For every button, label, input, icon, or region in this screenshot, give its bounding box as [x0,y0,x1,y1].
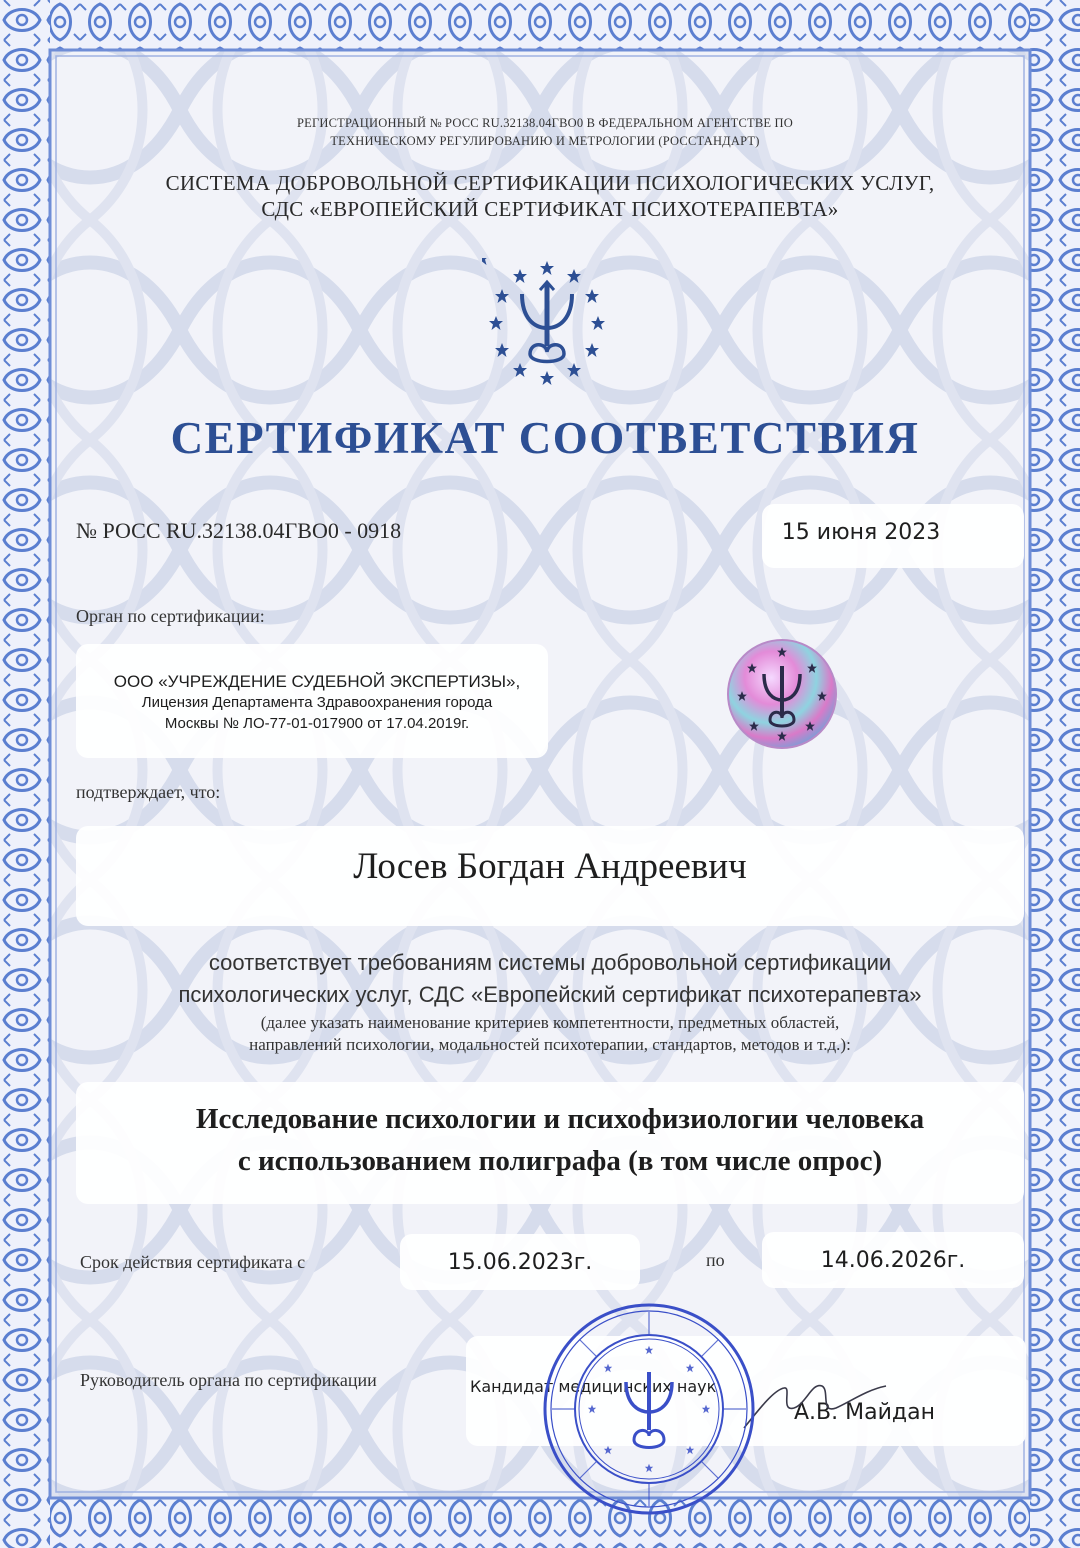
system-line-1: СИСТЕМА ДОБРОВОЛЬНОЙ СЕРТИФИКАЦИИ ПСИХОЛОГИЧЕСКИХ УСЛУГ, [165,171,935,195]
confirms-label: подтверждает, что: [76,782,221,802]
conformity-note-1: (далее указать наименование критериев компетентности, предметных областей, [260,1013,840,1032]
system-line-2: СДС «ЕВРОПЕЙСКИЙ СЕРТИФИКАТ ПСИХОТЕРАПЕВТА» [261,197,839,221]
conformity-line-1: соответствует требованиям системы добровольной сертификации [208,950,892,975]
head-label: Руководитель органа по сертификации [80,1370,377,1390]
validity-to-label: по [706,1250,725,1270]
certification-body-license-2: Москвы № ЛО-77-01-017900 от 17.04.2019г. [164,715,470,732]
direction-line-2: с использованием полиграфа (в том числе опрос) [237,1145,883,1177]
hologram-sticker-icon [726,638,838,750]
registration-line-2: ТЕХНИЧЕСКОМУ РЕГУЛИРОВАНИЮ И МЕТРОЛОГИИ (РОССТАНДАРТ) [330,134,760,148]
head-name: А.В. Майдан [794,1400,935,1425]
official-seal-icon [540,1300,758,1518]
certification-body-license-1: Лицензия Департамента Здравоохранения города [141,694,493,711]
certification-body-label: Орган по сертификации: [76,606,265,626]
issue-date: 15 июня 2023 [781,520,941,545]
validity-to: 14.06.2026г. [820,1248,966,1273]
holder-name: Лосев Богдан Андреевич [353,846,747,887]
validity-label: Срок действия сертификата с [80,1252,306,1272]
direction-plate [76,1082,1024,1204]
certificate-title: СЕРТИФИКАТ СООТВЕТСТВИЯ [170,413,920,463]
registration-line-1: РЕГИСТРАЦИОННЫЙ № РОСС RU.32138.04ГВО0 В ФЕДЕРАЛЬНОМ АГЕНТСТВЕ ПО [297,116,793,130]
direction-line-1: Исследование психологии и психофизиологии человека [195,1103,925,1135]
certificate-number: № РОСС RU.32138.04ГВО0 - 0918 [76,518,402,543]
psi-emblem-icon [482,258,612,388]
conformity-note-2: направлений психологии, модальностей психотерапии, стандартов, методов и т.д.): [249,1035,851,1054]
certification-body-name: ООО «УЧРЕЖДЕНИЕ СУДЕБНОЙ ЭКСПЕРТИЗЫ», [113,672,521,691]
handwritten-signature-icon [740,1368,890,1438]
validity-from: 15.06.2023г. [447,1250,593,1275]
conformity-line-2: психологических услуг, СДС «Европейский сертификат психотерапевта» [178,982,922,1007]
head-degree: Кандидат медицинских наук [470,1377,717,1396]
